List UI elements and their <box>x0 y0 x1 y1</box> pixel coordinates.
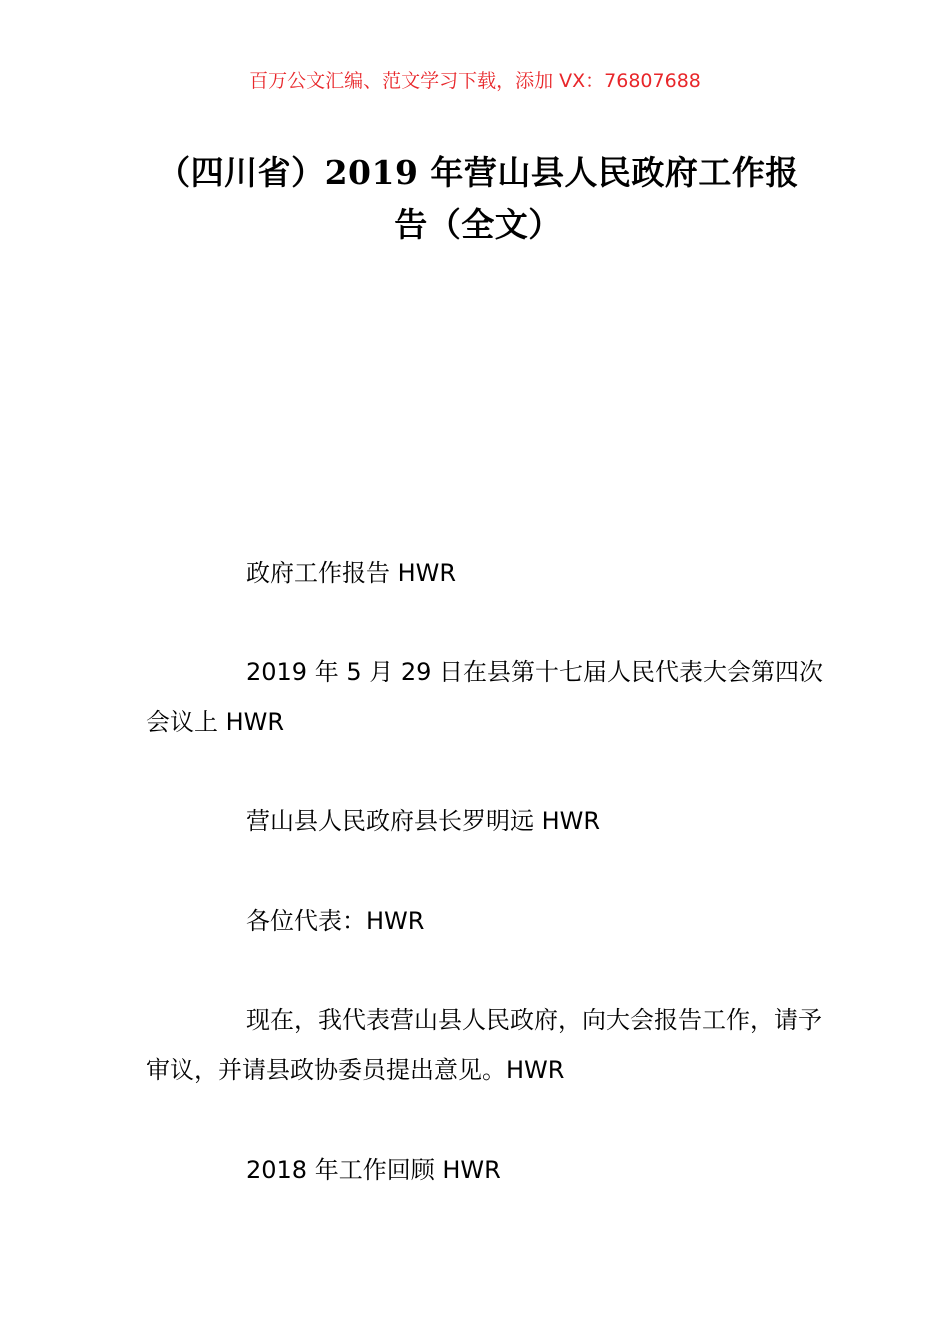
paragraph-opening: 现在，我代表营山县人民政府，向大会报告工作，请予审议，并请县政协委员提出意见。HWR <box>146 1006 822 1084</box>
paragraph-speaker: 营山县人民政府县长罗明远 HWR <box>246 807 601 835</box>
paragraph-meeting-date: 2019 年 5 月 29 日在县第十七届人民代表大会第四次会议上 HWR <box>146 658 824 736</box>
paragraph-report-name: 政府工作报告 HWR <box>246 559 457 587</box>
header-promo-note: 百万公文汇编、范文学习下载，添加 VX：76807688 <box>249 70 701 92</box>
paragraph-section-heading: 2018 年工作回顾 HWR <box>246 1156 501 1184</box>
paragraph-salutation: 各位代表：HWR <box>246 907 425 935</box>
document-title: （四川省）2019 年营山县人民政府工作报告（全文） <box>157 153 799 244</box>
